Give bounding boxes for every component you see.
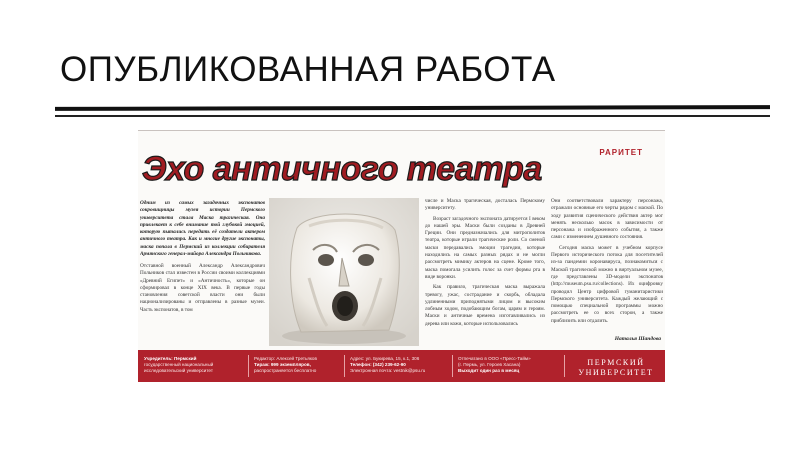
footer-print-line: Отпечатано в ООО «Пресс-Тайм»: [458, 356, 531, 361]
title-underline-thick: [55, 105, 770, 111]
footer-address: [350, 356, 425, 374]
article-column-2: [425, 198, 545, 346]
footer-founder-line: Учредитель: Пермский: [144, 356, 197, 361]
footer-print-line: (г. Пермь, ул. Героев Хасана): [458, 362, 521, 367]
article-column-1: Отставной военный Александр Александрович Польников стал известен в России своими коллекциями «Древний Египет» и «Античность», которые он сформировал в конце XIX века. В первые годы становления советской власти они были национализированы и отправлены в разные музеи. Часть экспонатов, в том: [140, 263, 265, 313]
newspaper-clipping: [138, 130, 665, 382]
clipping-top-rule: [138, 130, 665, 131]
footer-divider: [564, 355, 565, 377]
article-paragraph: Как правило, трагическая маска выражала тревогу, ужас, сострадание и скорбь, обладала удлиненными приподнятыми лицом и высоким лобным ходом, подобающим богам, царям и героям. Маски и античные времена изготавливались из дерева или кожи, которые использовались: [425, 284, 545, 327]
footer-founder-line: государственный национальный: [144, 362, 214, 367]
footer-founder-line: исследовательский университет: [144, 368, 213, 373]
title-underline-thin: [55, 115, 770, 117]
footer-divider: [248, 355, 249, 377]
footer-address-line: Электронная почта: vestnik@psu.ru: [350, 368, 426, 373]
article-lead: Одним из самых загадочных экспонатов сокровищницы музея истории Пермского университета стала Маска трагическая. Она привлекает к себе внимание той глубокой эмоцией, которую пытались передать её создатели актером античного театра. Как и многие другие экспонаты, маска попала в Пермский из коллекции собирателя Армянского генерал-майора Александра Польникова.: [140, 200, 265, 258]
footer-editor-line: Редактор: Алексей Третьяков: [254, 356, 317, 361]
footer-editor: [254, 356, 317, 374]
mask-illustration: [269, 198, 419, 346]
article-author: Наталья Шандова: [614, 336, 661, 342]
wordmark-line-1: ПЕРМСКИЙ: [587, 358, 645, 367]
footer-divider: [452, 355, 453, 377]
section-label: РАРИТЕТ: [599, 148, 643, 157]
footer-editor-line: Тираж: 999 экземпляров,: [254, 362, 311, 367]
slide-title: ОПУБЛИКОВАННАЯ РАБОТА: [60, 50, 556, 89]
article-paragraph: Они соответствовали характеру персонажа, отражали основные его черты рядом с маской. По ходу развития сценического действия актер мог менять несколько масок в зависимости от персонажа и изображенного события, а также сами с изменением душевного состояния.: [551, 198, 663, 241]
wordmark-line-2: УНИВЕРСИТЕТ: [578, 368, 654, 377]
footer-founder: [144, 356, 213, 374]
newspaper-footer: [138, 350, 665, 382]
footer-print-line: Выходит один раз в месяц: [458, 368, 520, 373]
article-paragraph: числе и Маска трагическая, досталась Пермскому университету.: [425, 198, 545, 212]
footer-address-line: Телефон: (342) 239-62-90: [350, 362, 406, 367]
footer-print: [458, 356, 531, 374]
article-headline: Эхо античного театра: [142, 150, 542, 188]
article-paragraph: Возраст загадочного экспоната датируется I веком до нашей эры. Маски были созданы в Древней Греции. Они предназначались для митрополитов театра, которые играли трагические роли. Со сменой маски передавались эмоции трагедии, которые находились на самых разных рядах и не могли рассмотреть мимику актеров на сцене. Кроме того, маска помогала усилить голос за счет формы рта в виде воронки.: [425, 215, 545, 280]
footer-address-line: Адрес: ул. Букирева, 15, к.1, 306: [350, 356, 420, 361]
article-paragraph: Сегодня маска может в учебном корпусе Первого исторического потока для посетителей из-за пандемии коронавируса, познакомиться с Маской трагической можно в виртуальном музее, где представлены 3D-модели экспонатов (http://museum.psu.ru/collections). Их оцифровку проводил Центр цифровой гуманитаристики Пермского университета. Каждый желающий с помощью специальной программы можно рассмотреть ее со всех сторон, а также приблизить или отдалить.: [551, 244, 663, 324]
footer-divider: [344, 355, 345, 377]
tragic-mask-photo: [269, 198, 419, 346]
article-column-3: [551, 198, 663, 346]
footer-editor-line: распространяется бесплатно: [254, 368, 317, 373]
university-wordmark: [570, 358, 662, 378]
